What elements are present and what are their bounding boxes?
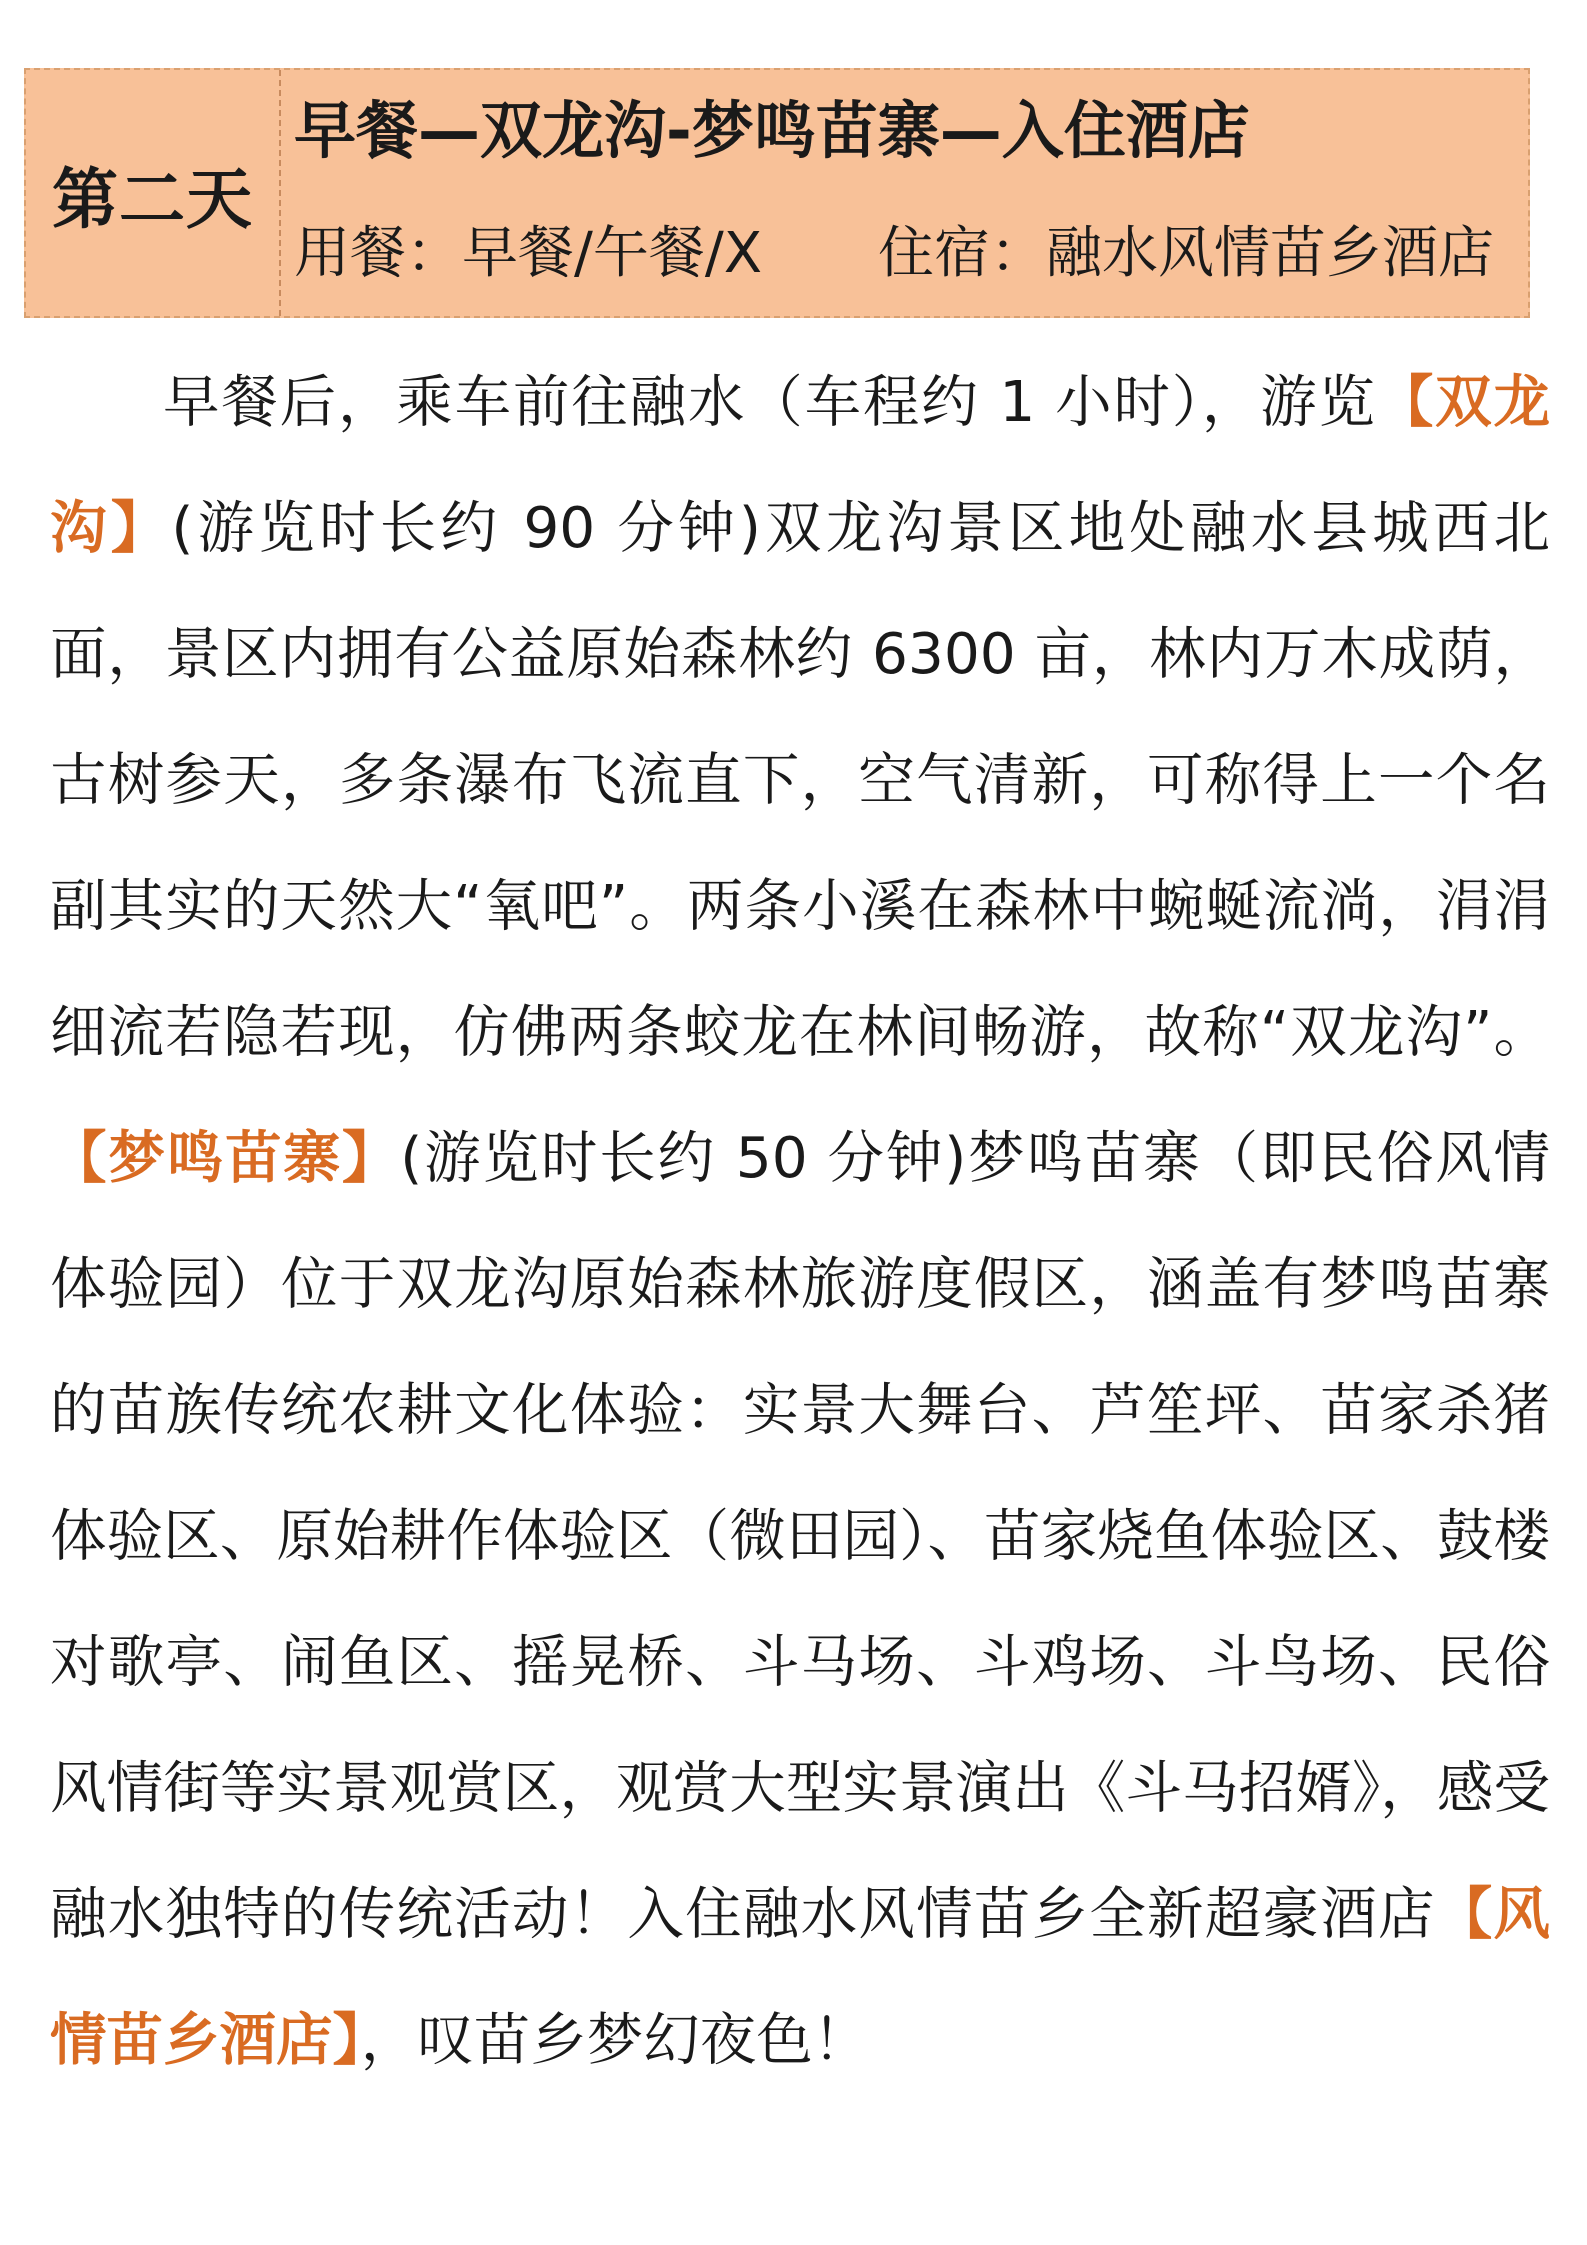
description-text: ，叹苗乡梦幻夜色！ [360, 2008, 870, 2073]
description-text: (游览时长约 90 分钟)双龙沟景区地处融水县城西北面，景区内拥有公益原始森林约 6300 亩，林内万木成荫，古树参天，多条瀑布飞流直下，空气清新，可称得上一个名副其实的天然大“氧吧”。两条小溪在森林中蜿蜒流淌，涓涓细流若隐若现，仿佛两条蛟龙在林间畅游，故称“双龙沟”。 [50, 496, 1551, 1065]
meals-info: 用餐：早餐/午餐/X [294, 221, 763, 286]
itinerary-description [50, 340, 1550, 2104]
lodging-info: 住宿：融水风情苗乡酒店 [878, 221, 1494, 286]
hotel-name: 【风情苗乡酒店】 [50, 1882, 1551, 2073]
route-title: 早餐—双龙沟-梦鸣苗寨—入住酒店 [294, 94, 1250, 167]
description-text: (游览时长约 50 分钟)梦鸣苗寨（即民俗风情体验园）位于双龙沟原始森林旅游度假区，涵盖有梦鸣苗寨的苗族传统农耕文化体验：实景大舞台、芦笙坪、苗家杀猪体验区、原始耕作体验区（微田园）、苗家烧鱼体验区、鼓楼对歌亭、闹鱼区、摇晃桥、斗马场、斗鸡场、斗鸟场、民俗风情街等实景观赏区，观赏大型实景演出《斗马招婿》，感受融水独特的传统活动！入住融水风情苗乡全新超豪酒店 [50, 1126, 1550, 1947]
attraction-mengming-miaozhai: 【梦鸣苗寨】 [50, 1126, 401, 1191]
attraction-shuanglonggou: 【双龙沟】 [50, 370, 1550, 561]
day-label: 第二天 [26, 70, 281, 316]
description-text: 早餐后，乘车前往融水（车程约 1 小时），游览 [163, 370, 1377, 435]
